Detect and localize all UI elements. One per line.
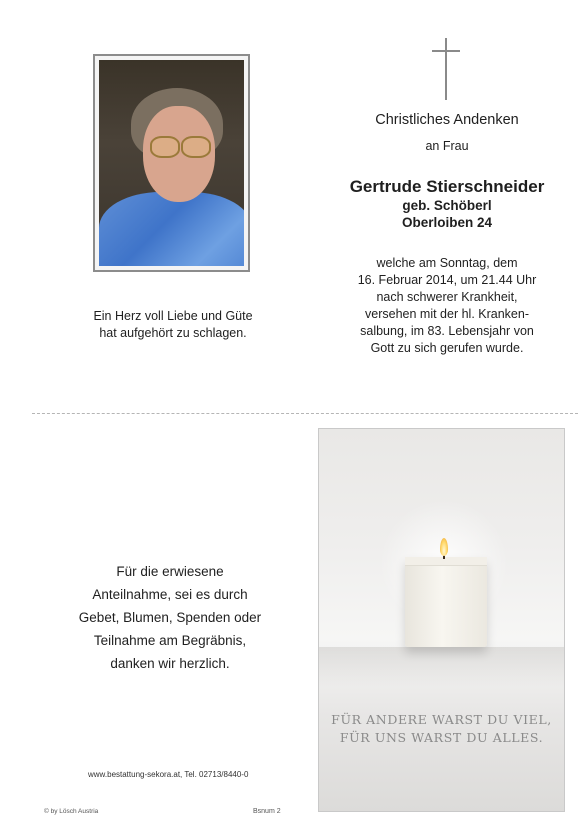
funeral-home-website: www.bestattung-sekora.at, Tel. 02713/8440-0	[88, 770, 249, 779]
thanks-line: Anteilnahme, sei es durch	[92, 587, 248, 602]
candle-top	[405, 557, 487, 566]
memorial-quote-line-1: Ein Herz voll Liebe und Güte	[93, 309, 253, 323]
thanks-line: Gebet, Blumen, Spenden oder	[78, 610, 262, 625]
thanks-text	[60, 560, 280, 675]
flame-icon	[440, 538, 448, 556]
memorial-body-line: salbung, im 83. Lebensjahr von	[360, 324, 534, 338]
memorial-body-line: nach schwerer Krankheit,	[376, 290, 518, 304]
fold-divider	[32, 413, 578, 414]
portrait-shirt	[99, 192, 244, 266]
portrait-image	[99, 60, 244, 266]
candle-icon	[405, 557, 487, 647]
deceased-name: Gertrude Stierschneider	[349, 177, 545, 196]
card-model-number: Bsnum 2	[253, 808, 281, 815]
memorial-body-line: 16. Februar 2014, um 21.44 Uhr	[357, 273, 537, 287]
memorial-body-line: versehen mit der hl. Kranken-	[365, 307, 529, 321]
cross-icon	[445, 38, 447, 100]
memorial-quote-line-2: hat aufgehört zu schlagen.	[99, 326, 247, 340]
maiden-name: geb. Schöberl	[402, 198, 492, 213]
thanks-line: Für die erwiesene	[116, 564, 224, 579]
candle-reflection	[319, 647, 564, 687]
portrait-photo	[93, 54, 250, 272]
memorial-quote	[40, 308, 306, 342]
portrait-glasses-right	[181, 136, 211, 158]
cross-icon-bar	[432, 50, 460, 52]
thanks-line: danken wir herzlich.	[110, 656, 230, 671]
memorial-body	[312, 255, 582, 357]
memorial-body-line: welche am Sonntag, dem	[376, 256, 518, 270]
candle-panel	[318, 428, 565, 812]
memorial-subheading: an Frau	[425, 139, 469, 153]
memorial-body-line: Gott zu sich gerufen wurde.	[370, 341, 524, 355]
address: Oberloiben 24	[401, 215, 493, 230]
memorial-heading: Christliches Andenken	[375, 112, 519, 128]
printer-copyright: © by Lösch Austria	[44, 808, 99, 815]
thanks-line: Teilnahme am Begräbnis,	[93, 633, 247, 648]
motto-line-2: FÜR UNS WARST DU ALLES.	[339, 730, 544, 745]
portrait-glasses-left	[150, 136, 180, 158]
motto-line-1: FÜR ANDERE WARST DU VIEL,	[331, 712, 552, 727]
